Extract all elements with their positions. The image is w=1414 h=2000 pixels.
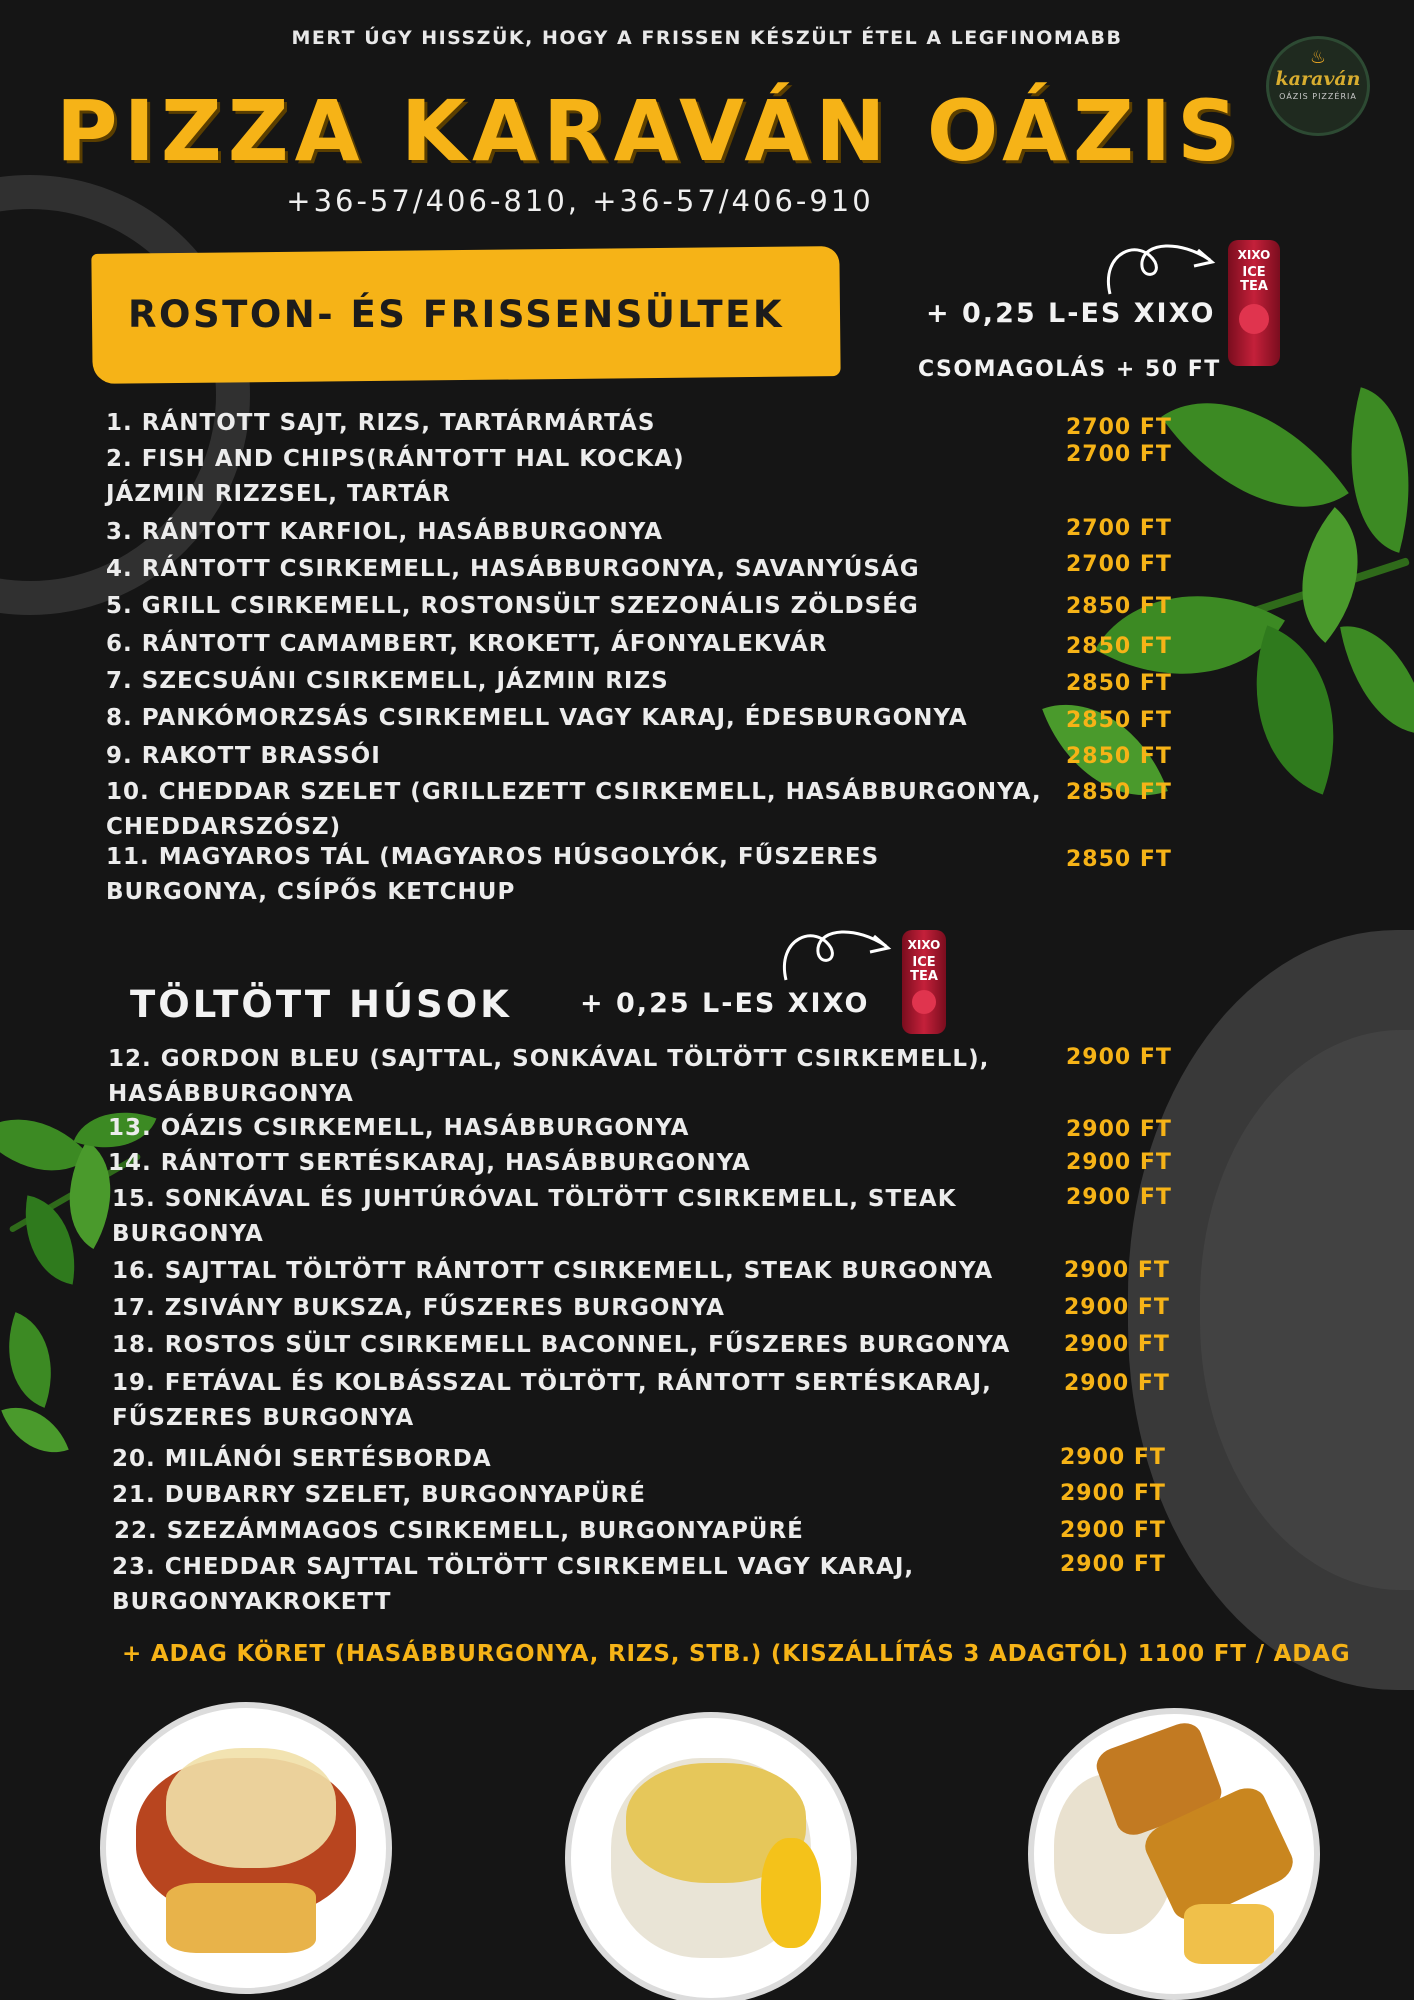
menu-item-price: 2900 FT: [1066, 1185, 1172, 1210]
menu-item-price: 2900 FT: [1064, 1332, 1170, 1357]
menu-item-name: 14. RÁNTOTT SERTÉSKARAJ, HASÁBBURGONYA: [108, 1150, 751, 1176]
restaurant-logo: [1266, 36, 1370, 136]
can-name: ICE TEA: [1240, 265, 1268, 294]
logo-text: karaván: [1275, 68, 1361, 90]
menu-item-price: 2900 FT: [1064, 1371, 1170, 1396]
menu-item-name: 1. RÁNTOTT SAJT, RIZS, TARTÁRMÁRTÁS: [106, 410, 656, 436]
menu-item-name: 6. RÁNTOTT CAMAMBERT, KROKETT, ÁFONYALEKVÁR: [106, 631, 828, 657]
menu-item-name: 8. PANKÓMORZSÁS CSIRKEMELL VAGY KARAJ, ÉDESBURGONYA: [106, 705, 968, 731]
menu-item-name: 3. RÁNTOTT KARFIOL, HASÁBBURGONYA: [106, 519, 664, 545]
phone-numbers: +36-57/406-810, +36-57/406-910: [286, 184, 874, 218]
menu-item-name: 11. MAGYAROS TÁL (MAGYAROS HÚSGOLYÓK, FŰSZERES: [106, 844, 880, 870]
arrow-icon: [1100, 232, 1220, 302]
menu-item-price: 2700 FT: [1066, 415, 1172, 440]
menu-item-price: 2850 FT: [1066, 780, 1172, 805]
menu-item-name: 13. OÁZIS CSIRKEMELL, HASÁBBURGONYA: [108, 1115, 690, 1141]
side-dish-note: + ADAG KÖRET (HASÁBBURGONYA, RIZS, STB.) (KISZÁLLÍTÁS 3 ADAGTÓL) 1100 FT / ADAG: [122, 1641, 1351, 1667]
can-fruit-icon: [912, 990, 936, 1014]
menu-item-name: 7. SZECSUÁNI CSIRKEMELL, JÁZMIN RIZS: [106, 668, 669, 694]
chicken-with-sauce-and-corn-plate: [565, 1712, 857, 2000]
menu-item-name: 9. RAKOTT BRASSÓI: [106, 743, 381, 769]
menu-item-name: 4. RÁNTOTT CSIRKEMELL, HASÁBBURGONYA, SAVANYÚSÁG: [106, 556, 920, 582]
can-name: ICE TEA: [910, 955, 938, 984]
ice-tea-can: [1228, 240, 1280, 366]
menu-item-price: 2850 FT: [1066, 744, 1172, 769]
can-fruit-icon: [1239, 304, 1269, 334]
tagline: MERT ÚGY HISSZÜK, HOGY A FRISSEN KÉSZÜLT ÉTEL A LEGFINOMABB: [291, 27, 1123, 49]
menu-item-price: 2900 FT: [1066, 1150, 1172, 1175]
section2-drink-offer: + 0,25 L-ES XIXO: [580, 988, 870, 1019]
menu-item-price: 2850 FT: [1066, 708, 1172, 733]
menu-item-name: 18. ROSTOS SÜLT CSIRKEMELL BACONNEL, FŰSZERES BURGONYA: [112, 1332, 1011, 1358]
packaging-fee: CSOMAGOLÁS + 50 FT: [918, 357, 1221, 382]
menu-item-name: 19. FETÁVAL ÉS KOLBÁSSZAL TÖLTÖTT, RÁNTOTT SERTÉSKARAJ,: [112, 1370, 992, 1396]
menu-item-price: 2900 FT: [1064, 1258, 1170, 1283]
menu-item-price: 2900 FT: [1060, 1518, 1166, 1543]
arrow-icon: [776, 918, 896, 988]
menu-item-price: 2900 FT: [1066, 1117, 1172, 1142]
menu-item-name: 21. DUBARRY SZELET, BURGONYAPÜRÉ: [112, 1482, 646, 1508]
menu-item-name: FŰSZERES BURGONYA: [112, 1405, 415, 1431]
fish-and-chips-plate: [1028, 1708, 1320, 2000]
menu-item-name: BURGONYA: [112, 1221, 264, 1247]
menu-item-price: 2700 FT: [1066, 516, 1172, 541]
menu-item-price: 2700 FT: [1066, 442, 1172, 467]
menu-item-price: 2900 FT: [1060, 1552, 1166, 1577]
menu-item-price: 2700 FT: [1066, 552, 1172, 577]
menu-item-name: BURGONYA, CSÍPŐS KETCHUP: [106, 879, 516, 905]
menu-item-price: 2900 FT: [1066, 1045, 1172, 1070]
flame-icon: ♨: [1309, 47, 1327, 68]
menu-item-name: 12. GORDON BLEU (SAJTTAL, SONKÁVAL TÖLTÖTT CSIRKEMELL),: [108, 1046, 990, 1072]
menu-item-name: 15. SONKÁVAL ÉS JUHTÚRÓVAL TÖLTÖTT CSIRKEMELL, STEAK: [112, 1186, 957, 1212]
menu-item-price: 2900 FT: [1064, 1295, 1170, 1320]
menu-item-name: 2. FISH AND CHIPS(RÁNTOTT HAL KOCKA): [106, 446, 685, 472]
menu-item-price: 2900 FT: [1060, 1481, 1166, 1506]
menu-item-name: BURGONYAKROKETT: [112, 1589, 392, 1615]
menu-item-price: 2850 FT: [1066, 634, 1172, 659]
ice-tea-can: [902, 930, 946, 1034]
menu-item-price: 2900 FT: [1060, 1445, 1166, 1470]
menu-item-name: 20. MILÁNÓI SERTÉSBORDA: [112, 1446, 492, 1472]
can-brand: XIXO: [907, 938, 941, 952]
menu-item-name: 22. SZEZÁMMAGOS CSIRKEMELL, BURGONYAPÜRÉ: [114, 1518, 804, 1544]
logo-subtext: OÁZIS PIZZÉRIA: [1279, 92, 1357, 101]
section1-title: ROSTON- ÉS FRISSENSÜLTEK: [128, 293, 785, 336]
menu-item-name: 10. CHEDDAR SZELET (GRILLEZETT CSIRKEMELL, HASÁBBURGONYA,: [106, 779, 1042, 805]
menu-item-name: CHEDDARSZÓSZ): [106, 814, 342, 840]
menu-item-price: 2850 FT: [1066, 671, 1172, 696]
menu-item-name: 5. GRILL CSIRKEMELL, ROSTONSÜLT SZEZONÁLIS ZÖLDSÉG: [106, 593, 919, 619]
can-brand: XIXO: [1237, 248, 1271, 262]
section1-drink-offer: + 0,25 L-ES XIXO: [926, 298, 1216, 329]
menu-item-name: HASÁBBURGONYA: [108, 1081, 354, 1107]
menu-item-price: 2850 FT: [1066, 847, 1172, 872]
section2-title: TÖLTÖTT HÚSOK: [130, 983, 512, 1026]
page-title: PIZZA KARAVÁN OÁZIS: [56, 82, 1244, 180]
menu-item-name: 17. ZSIVÁNY BUKSZA, FŰSZERES BURGONYA: [112, 1295, 725, 1321]
menu-item-name: JÁZMIN RIZZSEL, TARTÁR: [106, 481, 451, 507]
menu-item-name: 16. SAJTTAL TÖLTÖTT RÁNTOTT CSIRKEMELL, STEAK BURGONYA: [112, 1258, 994, 1284]
breaded-cutlet-with-cheese-plate: [100, 1702, 392, 1994]
menu-item-price: 2850 FT: [1066, 594, 1172, 619]
brush-stroke-left: [0, 175, 250, 615]
menu-item-name: 23. CHEDDAR SAJTTAL TÖLTÖTT CSIRKEMELL VAGY KARAJ,: [112, 1554, 915, 1580]
